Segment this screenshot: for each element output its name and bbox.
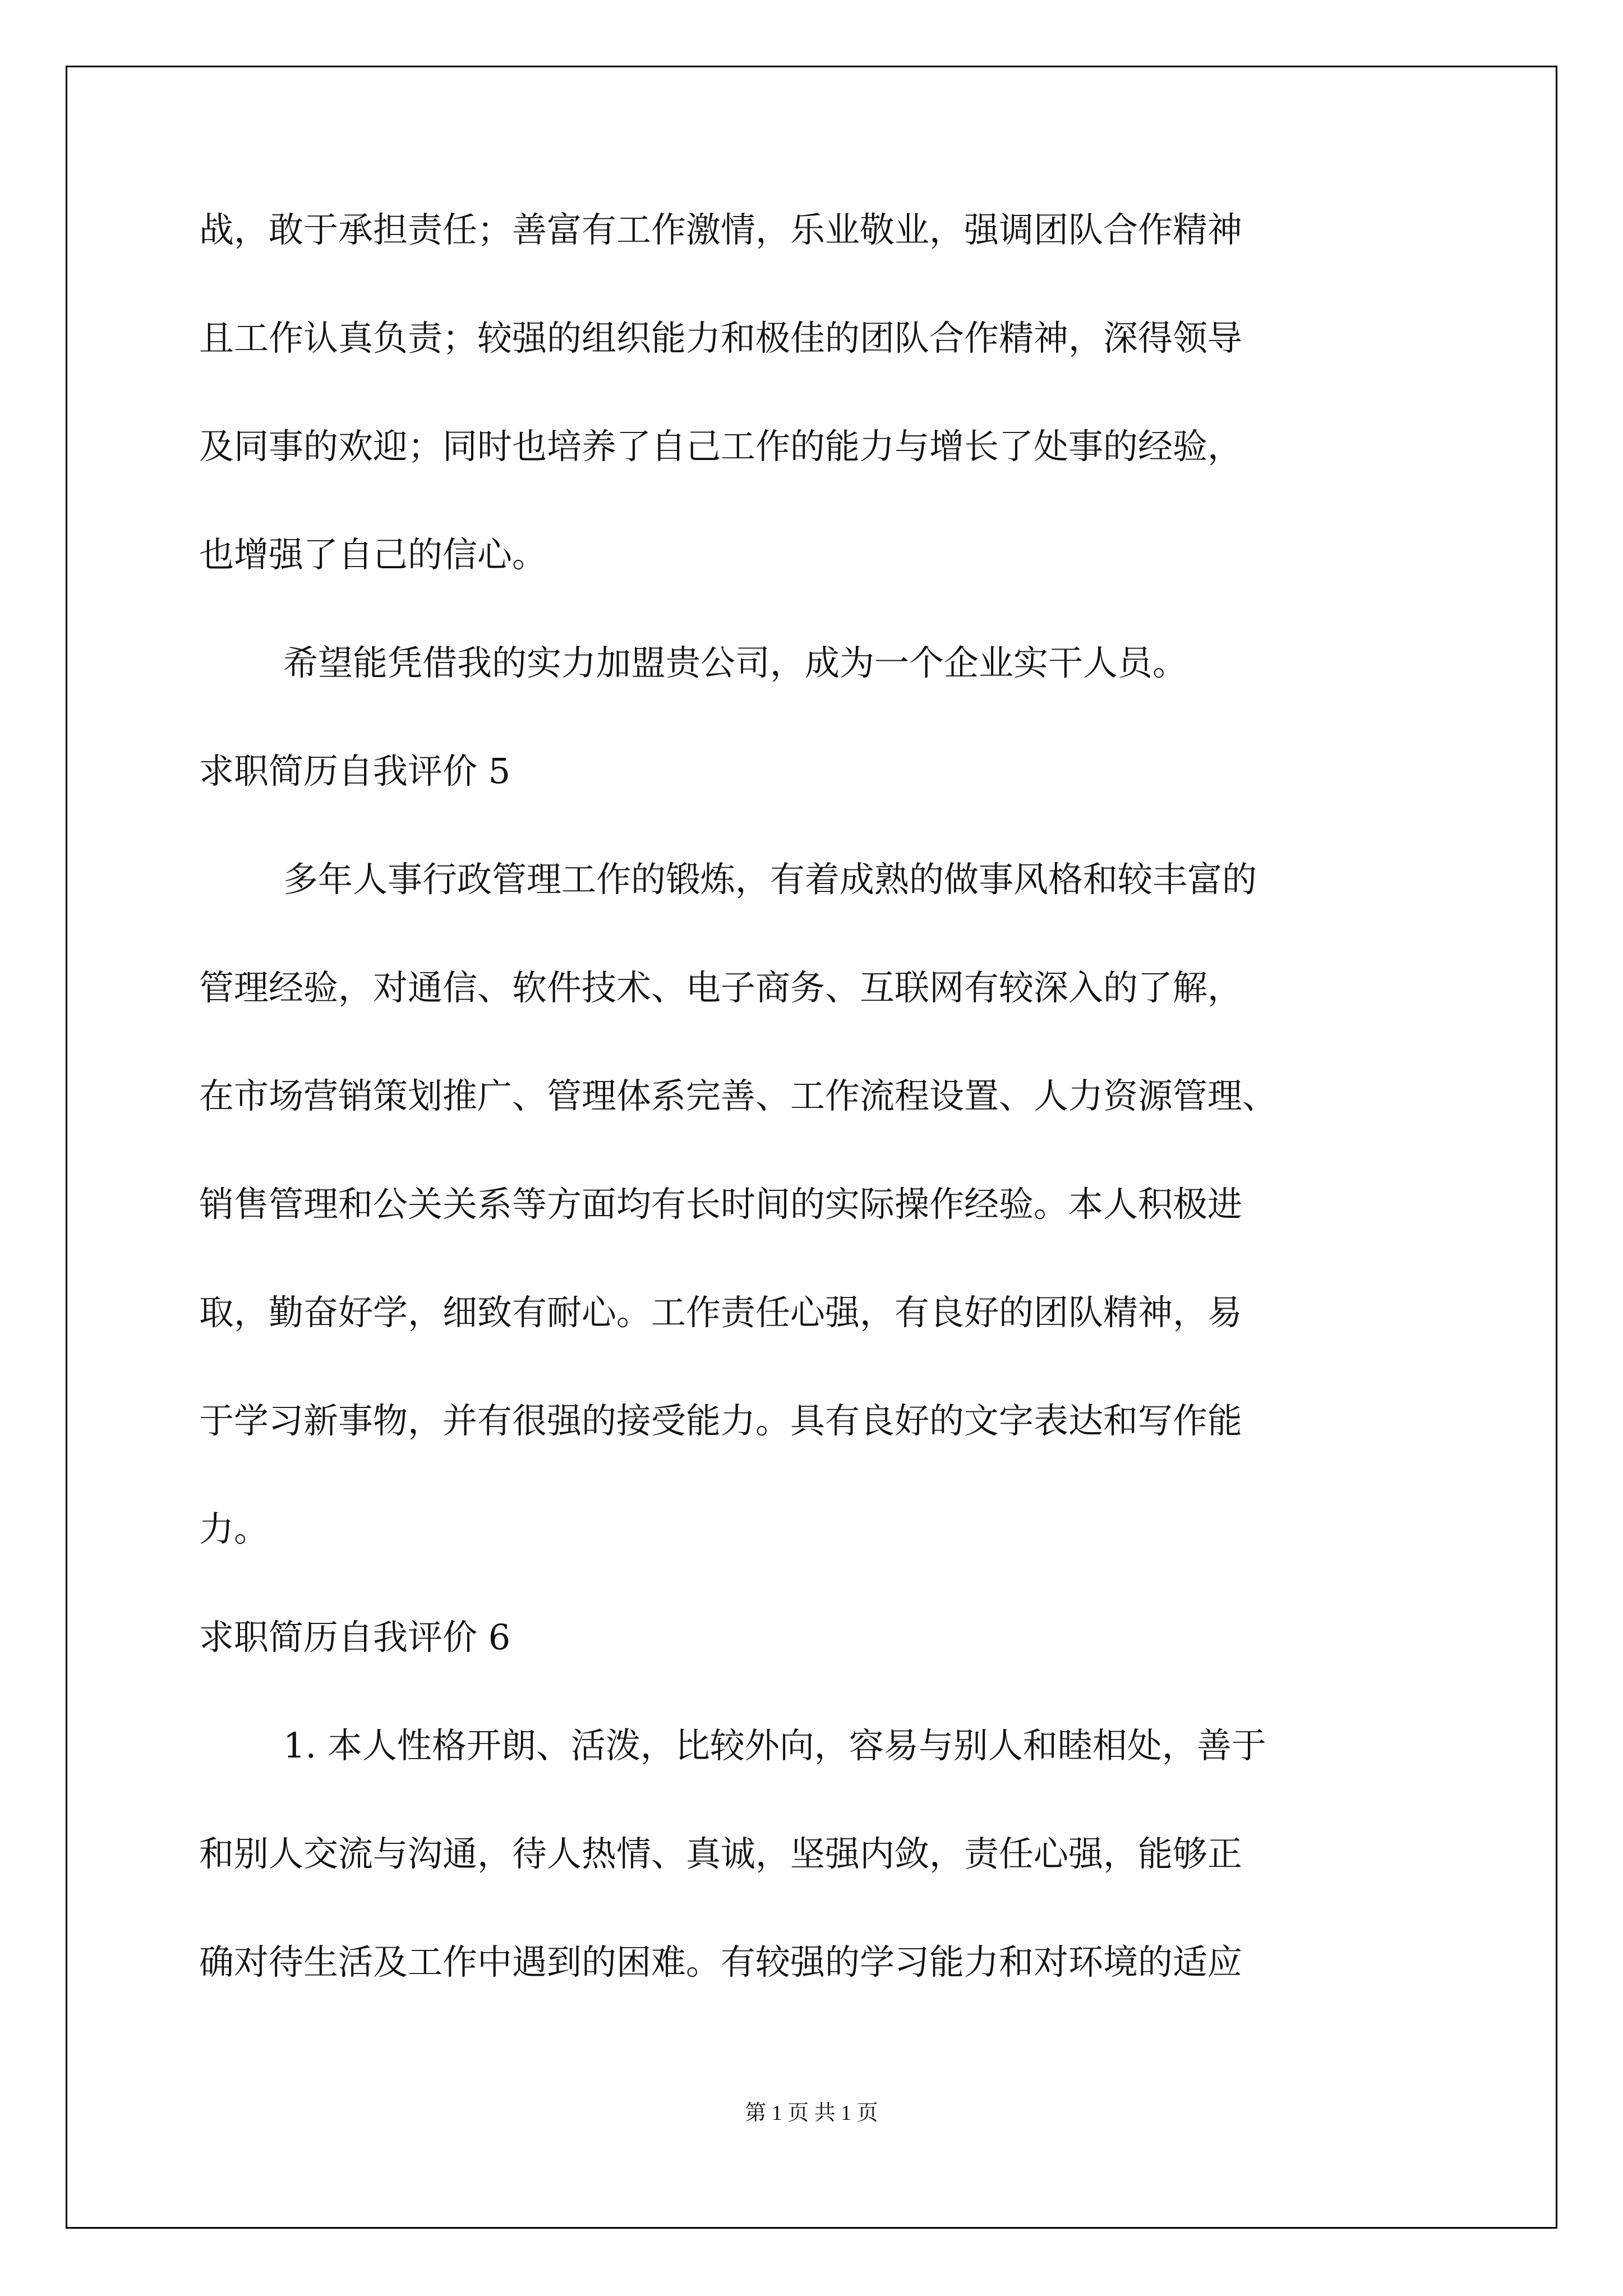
text-line: 希望能凭借我的实力加盟贵公司，成为一个企业实干人员。 [283,642,1188,683]
text-line: 和别人交流与沟通，待人热情、真诚，坚强内敛，责任心强，能够正 [199,1833,1243,1874]
text-line: 于学习新事物，并有很强的接受能力。具有良好的文字表达和写作能 [199,1400,1243,1441]
text-line: 及同事的欢迎；同时也培养了自己工作的能力与增长了处事的经验， [199,426,1243,467]
section-heading: 求职简历自我评价 5 [199,751,511,792]
text-line: 1. 本人性格开朗、活泼，比较外向，容易与别人和睦相处，善于 [283,1725,1266,1766]
section-heading: 求职简历自我评价 6 [199,1617,511,1658]
text-line: 也增强了自己的信心。 [199,534,547,575]
text-line: 管理经验，对通信、软件技术、电子商务、互联网有较深入的了解， [199,967,1243,1008]
text-line: 且工作认真负责；较强的组织能力和极佳的团队合作精神，深得领导 [199,318,1243,358]
text-line: 多年人事行政管理工作的锻炼，有着成熟的做事风格和较丰富的 [283,859,1257,900]
page-footer: 第 1 页 共 1 页 [745,2101,878,2125]
text-line: 确对待生活及工作中遇到的困难。有较强的学习能力和对环境的适应 [199,1941,1243,1982]
text-line: 销售管理和公关关系等方面均有长时间的实际操作经验。本人积极进 [199,1184,1243,1225]
text-line: 在市场营销策划推广、管理体系完善、工作流程设置、人力资源管理、 [199,1075,1278,1116]
page-border [66,66,1557,2229]
text-line: 取，勤奋好学，细致有耐心。工作责任心强，有良好的团队精神，易 [199,1292,1243,1333]
text-line: 力。 [199,1508,269,1549]
text-line: 战，敢于承担责任；善富有工作激情，乐业敬业，强调团队合作精神 [199,209,1243,250]
